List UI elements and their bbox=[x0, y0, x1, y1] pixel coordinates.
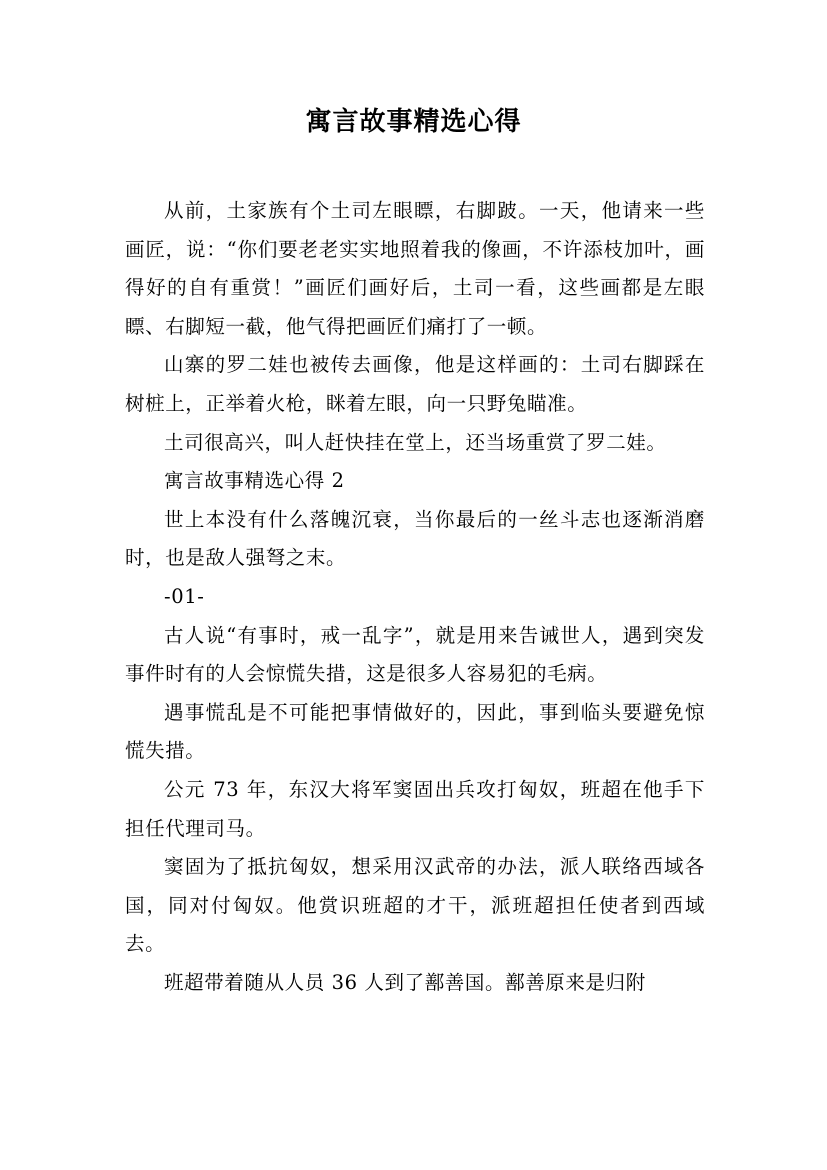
paragraph: 世上本没有什么落魄沉衰，当你最后的一丝斗志也逐渐消磨时，也是敌人强弩之末。 bbox=[125, 507, 705, 570]
paragraph: 班超带着随从人员 36 人到了鄯善国。鄯善原来是归附 bbox=[164, 970, 646, 994]
paragraph: 公元 73 年，东汉大将军窦固出兵攻打匈奴，班超在他手下担任代理司马。 bbox=[125, 777, 705, 840]
paragraph: 窦固为了抵抗匈奴，想采用汉武帝的办法，派人联络西域各国，同对付匈奴。他赏识班超的才干，派班超担任使者到西域去。 bbox=[125, 855, 705, 956]
paragraph: 遇事慌乱是不可能把事情做好的，因此，事到临头要避免惊慌失措。 bbox=[125, 700, 705, 763]
document-title: 寓言故事精选心得 bbox=[305, 107, 522, 137]
document-body bbox=[125, 192, 705, 1002]
paragraph: 古人说“有事时，戒一乱字”，就是用来告诫世人，遇到突发事件时有的人会惊慌失措，这是很多人容易犯的毛病。 bbox=[125, 623, 705, 686]
paragraph: 从前，土家族有个土司左眼瞟，右脚跛。一天，他请来一些画匠，说：“你们要老老实实地照着我的像画，不许添枝加叶，画得好的自有重赏！”画匠们画好后，土司一看，这些画都是左眼瞟、右脚短一截，他气得把画匠们痛打了一顿。 bbox=[125, 199, 705, 338]
paragraph: 山寨的罗二娃也被传去画像，他是这样画的：土司右脚踩在树桩上，正举着火枪，眯着左眼，向一只野兔瞄准。 bbox=[125, 353, 705, 415]
section-number: -01- bbox=[164, 584, 205, 608]
section-heading: 寓言故事精选心得 2 bbox=[164, 469, 345, 493]
paragraph: 土司很高兴，叫人赶快挂在堂上，还当场重赏了罗二娃。 bbox=[164, 430, 667, 454]
